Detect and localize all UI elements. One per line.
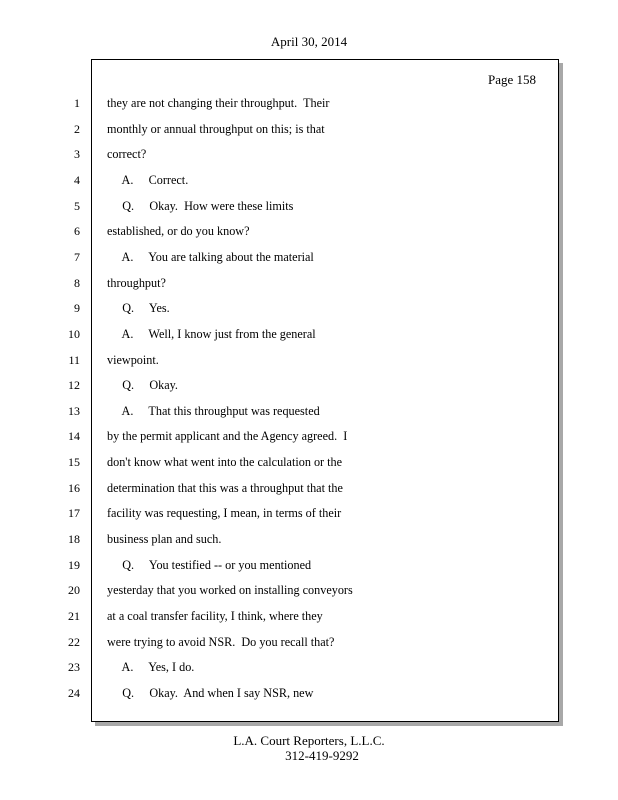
line-number: 14 <box>68 429 80 443</box>
line-text: at a coal transfer facility, I think, where they <box>107 609 323 623</box>
line-text: Q. Okay. How were these limits <box>107 199 294 213</box>
page-number: Page 158 <box>487 72 536 87</box>
line-number: 17 <box>68 506 80 520</box>
line-text: determination that this was a throughput that the <box>107 481 343 495</box>
line-text: facility was requesting, I mean, in terms of their <box>107 506 342 520</box>
line-text: don't know what went into the calculation or the <box>107 455 343 469</box>
line-number: 20 <box>68 583 80 597</box>
line-number: 22 <box>68 635 80 649</box>
line-number: 24 <box>68 686 80 700</box>
line-text: correct? <box>107 147 147 161</box>
line-number: 5 <box>74 199 80 213</box>
line-text: they are not changing their throughput. Their <box>107 96 330 110</box>
line-number: 7 <box>74 250 80 264</box>
line-number: 10 <box>68 327 80 341</box>
line-number: 4 <box>74 173 80 187</box>
line-text: established, or do you know? <box>107 224 250 238</box>
line-number: 9 <box>74 301 80 315</box>
line-text: viewpoint. <box>107 353 159 367</box>
line-number: 13 <box>68 404 80 418</box>
line-number: 15 <box>68 455 80 469</box>
reporter-phone: 312-419-9292 <box>285 748 359 763</box>
transcript-date: April 30, 2014 <box>270 34 348 49</box>
line-text: Q. You testified -- or you mentioned <box>107 558 312 572</box>
line-text: monthly or annual throughput on this; is that <box>107 122 325 136</box>
line-number: 2 <box>74 122 80 136</box>
line-number: 18 <box>68 532 80 546</box>
line-number: 8 <box>74 276 80 290</box>
line-text: by the permit applicant and the Agency agreed. I <box>107 429 348 443</box>
line-number: 11 <box>68 353 80 367</box>
line-number: 19 <box>68 558 80 572</box>
line-text: A. Correct. <box>107 173 189 187</box>
line-text: Q. Yes. <box>107 301 170 315</box>
line-number: 12 <box>68 378 80 392</box>
line-text: throughput? <box>107 276 166 290</box>
line-number: 3 <box>74 147 80 161</box>
line-text: were trying to avoid NSR. Do you recall that? <box>107 635 335 649</box>
line-text: A. Well, I know just from the general <box>107 327 316 341</box>
line-text: Q. Okay. And when I say NSR, new <box>107 686 314 700</box>
line-text: A. You are talking about the material <box>107 250 314 264</box>
line-text: yesterday that you worked on installing conveyors <box>107 583 353 597</box>
footer <box>0 733 618 763</box>
line-text: A. Yes, I do. <box>107 660 195 674</box>
line-number: 1 <box>74 96 80 110</box>
reporter-company: L.A. Court Reporters, L.L.C. <box>233 733 385 748</box>
line-number: 16 <box>68 481 80 495</box>
line-number: 23 <box>68 660 80 674</box>
line-text: A. That this throughput was requested <box>107 404 320 418</box>
line-number: 21 <box>68 609 80 623</box>
line-text: Q. Okay. <box>107 378 178 392</box>
line-text: business plan and such. <box>107 532 222 546</box>
line-number: 6 <box>74 224 80 238</box>
